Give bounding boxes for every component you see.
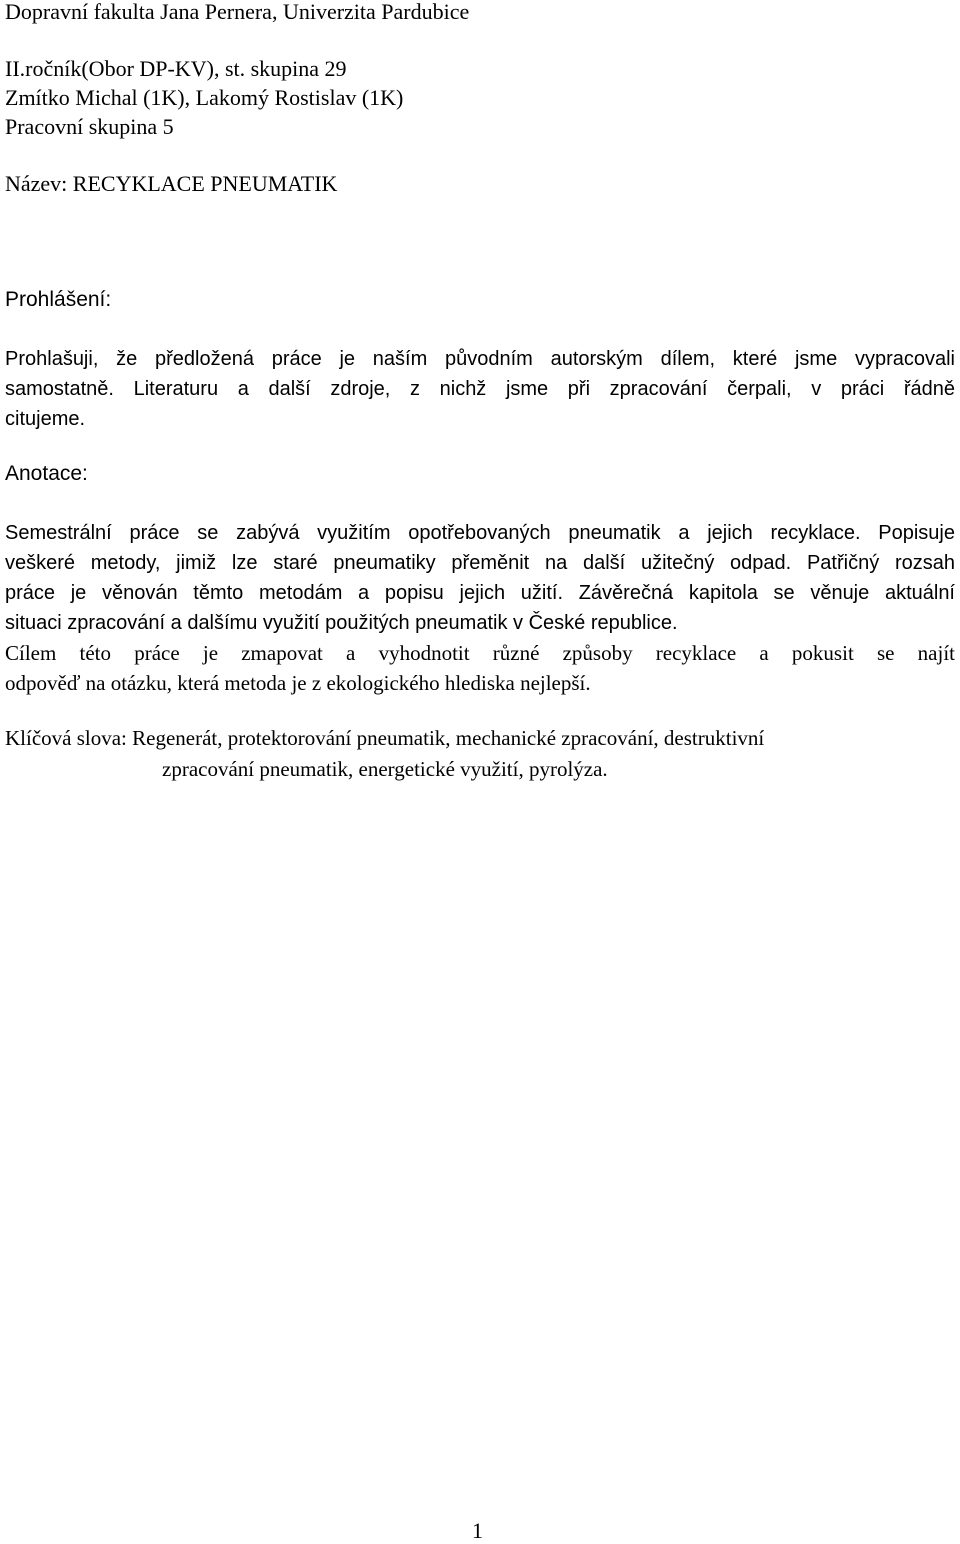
annotation-line: veškeré metody, jimiž lze staré pneumatiky přeměnit na další užitečný odpad. Patřičný rozsah <box>5 552 955 574</box>
faculty-name: Dopravní fakulta Jana Pernera, Univerzita Pardubice <box>5 0 470 24</box>
document-title <box>5 173 337 195</box>
declaration-text <box>5 344 955 434</box>
keywords <box>5 723 955 785</box>
title-label: Název: <box>5 171 73 196</box>
title-value: RECYKLACE PNEUMATIK <box>72 171 338 196</box>
annotation-line: Semestrální práce se zabývá využitím opotřebovaných pneumatik a jejich recyklace. Popisuje <box>5 522 955 544</box>
annotation-line: Cílem této práce je zmapovat a vyhodnotit různé způsoby recyklace a pokusit se najít <box>5 641 955 665</box>
declaration-line: citujeme. <box>5 408 86 430</box>
work-group: Pracovní skupina 5 <box>5 114 174 139</box>
keywords-label: Klíčová slova: <box>5 726 133 750</box>
annotation-text <box>5 518 955 638</box>
keywords-text: Regenerát, protektorování pneumatik, mechanické zpracování, destruktivní <box>132 726 765 750</box>
annotation-goal <box>5 638 955 698</box>
authors: Zmítko Michal (1K), Lakomý Rostislav (1K) <box>5 85 404 110</box>
annotation-line: odpověď na otázku, která metoda je z ekologického hlediska nejlepší. <box>5 671 591 695</box>
declaration-line: samostatně. Literaturu a další zdroje, z nichž jsme při zpracování čerpali, v práci řádně <box>5 378 955 400</box>
year-group: II.ročník(Obor DP-KV), st. skupina 29 <box>5 56 347 81</box>
annotation-heading: Anotace: <box>5 462 88 485</box>
declaration-heading: Prohlášení: <box>5 288 112 311</box>
keywords-line <box>5 723 955 754</box>
declaration-line: Prohlašuji, že předložená práce je naším původním autorským dílem, které jsme vypracovali <box>5 348 955 370</box>
annotation-line: práce je věnován těmto metodám a popisu jejich užití. Závěrečná kapitola se věnuje aktuální <box>5 582 955 604</box>
page-number: 1 <box>472 1518 483 1543</box>
annotation-line: situaci zpracování a dalšímu využití použitých pneumatik v České republice. <box>5 612 678 634</box>
keywords-line: zpracování pneumatik, energetické využití, pyrolýza. <box>162 757 608 781</box>
